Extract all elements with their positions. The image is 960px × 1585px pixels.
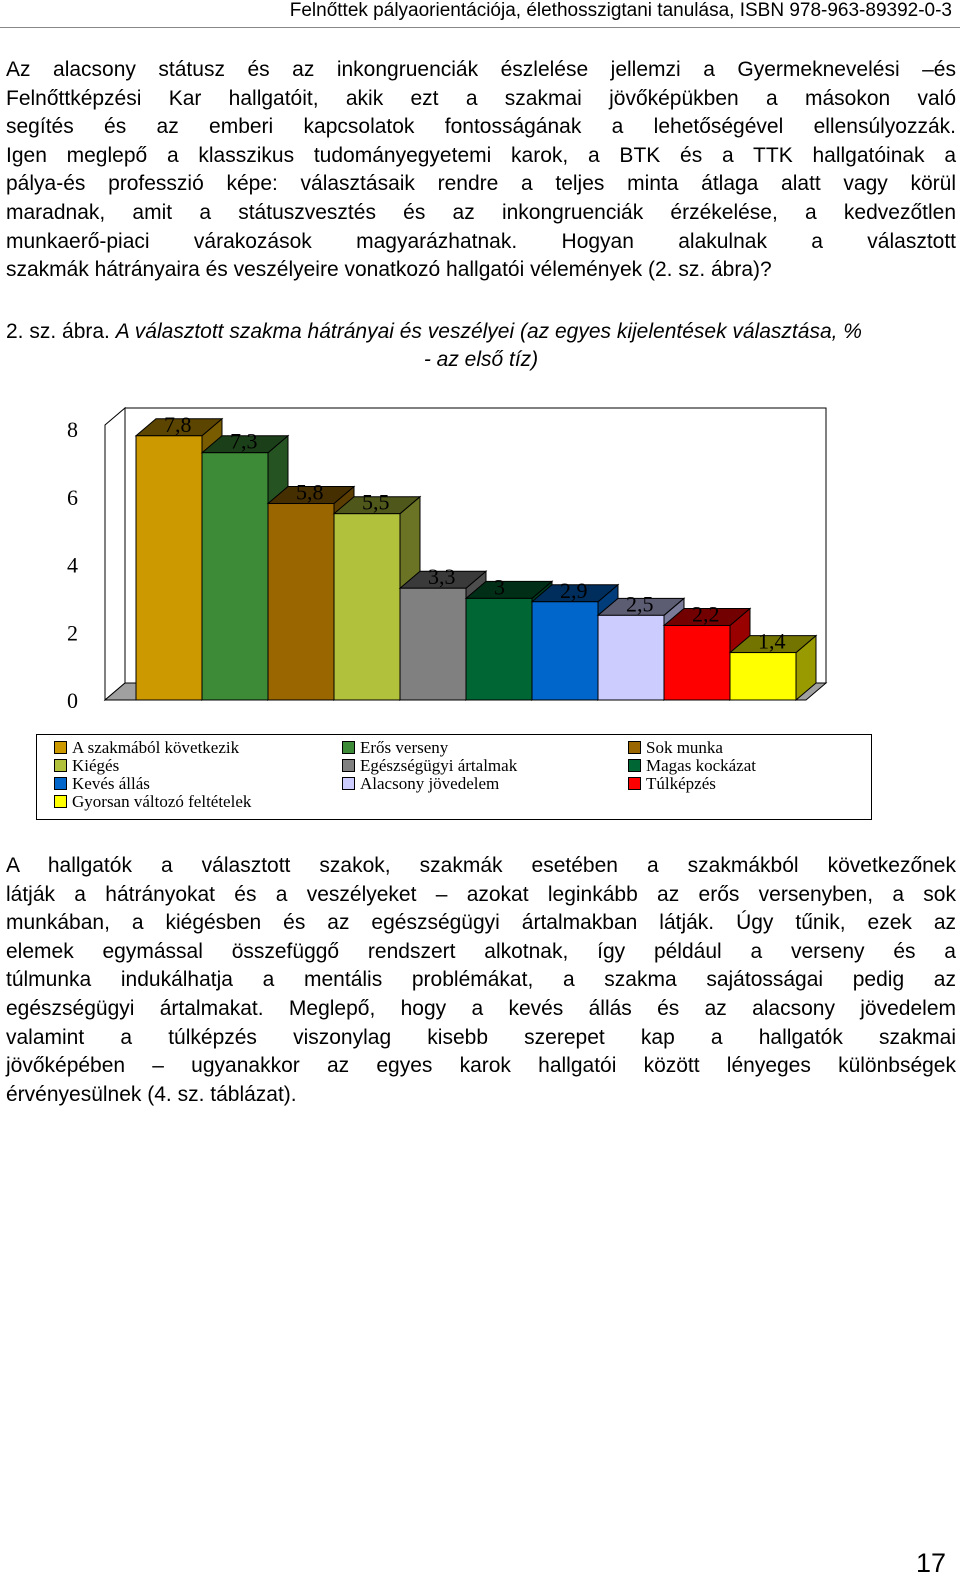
legend-item [628,775,716,793]
legend-swatch [628,741,641,754]
legend-swatch [342,759,355,772]
paragraph2-line: egészségügyi ártalmakat. Meglepő, hogy a kevés állás és az alacsony jövedelem [6,996,956,1020]
paragraph2-line: A hallgatók a választott szakok, szakmák esetében a szakmákból következőnek [6,854,956,877]
bar-value-label: 2,2 [692,601,720,627]
paragraph2-line: jövőképében – ugyanakkor az egyes karok hallgatói között lényeges különbségek [6,1054,956,1078]
legend-label: Túlképzés [646,774,716,793]
caption-title-line-1: A választott szakma hátrányai és veszélyei (az egyes kijelentések választása, % [115,320,862,343]
paragraph1-line: pálya-és professzió képe: választásaik rendre a teljes minta átlaga alatt vagy körül [6,172,956,196]
bar [664,625,730,700]
paragraph1-line: Az alacsony státusz és az inkongruenciák észlelése jellemzi a Gyermeknevelési –és [6,58,956,81]
paragraph1-line: maradnak, amit a státuszvesztés és az inkongruenciák érzékelése, a kedvezőtlen [6,200,956,224]
caption-prefix: 2. sz. ábra. [6,320,110,343]
legend-swatch [54,795,67,808]
bar-value-label: 5,5 [362,489,390,515]
legend-item [342,757,517,775]
bar-value-label: 3,3 [428,564,456,590]
page-header: Felnőttek pályaorientációja, élethosszigtani tanulása, ISBN 978-963-89392-0-3 [289,0,952,21]
legend-label: Kiégés [72,756,120,775]
legend-label: Magas kockázat [646,756,756,775]
y-tick-label: 8 [67,417,78,442]
legend-item [54,793,251,811]
legend-swatch [54,759,67,772]
y-tick-label: 6 [67,484,78,510]
legend-label: Alacsony jövedelem [360,774,500,793]
legend-label: Erős verseny [360,738,449,757]
legend-item [54,757,119,775]
paragraph-1 [6,56,956,285]
paragraph2-line: érvényesülnek (4. sz. táblázat). [6,1082,297,1106]
bar [334,514,400,700]
bar-value-label: 3 [494,574,505,600]
figure-caption [6,318,956,374]
legend-label: Sok munka [646,738,723,757]
paragraph1-line: munkaerő-piaci várakozások magyarázhatnak. Hogyan alakulnak a választott [6,229,956,253]
paragraph2-line: elemek egymással összefüggő rendszert alkotnak, így például a verseny és a [6,939,956,963]
y-tick-label: 2 [67,620,78,646]
legend-label: Kevés állás [72,774,150,793]
legend-item [54,739,239,757]
legend-item [628,757,756,775]
legend-item [342,739,448,757]
paragraph2-line: valamint a túlképzés viszonylag kisebb szerepet kap a hallgatók szakmai [6,1025,956,1049]
paragraph1-line: segítés és az emberi kapcsolatok fontosságának a lehetőségével ellensúlyozzák. [6,115,956,139]
bar [400,588,466,700]
bar [268,504,334,700]
paragraph1-line: Igen meglepő a klasszikus tudományegyetemi karok, a BTK és a TTK hallgatóinak a [6,143,956,167]
header-rule [0,27,960,28]
bar-value-label: 5,8 [296,479,324,505]
chart-legend [36,734,872,820]
legend-item [54,775,150,793]
legend-swatch [628,759,641,772]
legend-item [628,739,723,757]
paragraph-2 [6,852,956,1109]
paragraph2-line: látják a hátrányokat és a veszélyeket – azokat leginkább az erős versenyben, a sok [6,882,956,906]
bar [202,453,268,700]
bar [532,602,598,700]
bar-value-label: 2,9 [560,577,588,603]
bar-value-label: 1,4 [758,628,786,654]
y-tick-label: 0 [67,688,78,713]
bar-value-label: 2,5 [626,591,654,617]
legend-item [342,775,499,793]
y-tick-label: 4 [67,552,78,578]
bar-value-label: 7,3 [230,428,258,454]
legend-swatch [54,741,67,754]
legend-label: Egészségügyi ártalmak [360,756,518,775]
legend-swatch [342,741,355,754]
legend-label: A szakmából következik [72,738,240,757]
bar-chart [0,405,960,725]
caption-row-1 [6,318,956,346]
legend-label: Gyorsan változó feltételek [72,792,252,811]
bar-value-label: 7,8 [164,411,192,437]
bar [466,598,532,700]
legend-swatch [54,777,67,790]
paragraph1-line: szakmák hátrányaira és veszélyeire vonatkozó hallgatói vélemények (2. sz. ábra)? [6,258,772,282]
page-number: 17 [915,1548,946,1578]
bar [598,615,664,700]
caption-title-line-2: - az első tíz) [423,348,539,371]
legend-swatch [342,777,355,790]
chart-side-wall [105,408,125,700]
legend-swatch [628,777,641,790]
paragraph2-line: túlmunka indukálhatja a mentális problémákat, a szakma sajátosságai pedig az [6,968,956,992]
paragraph1-line: Felnőttképzési Kar hallgatóit, akik ezt a szakmai jövőképükben a másokon való [6,86,956,110]
bar [136,436,202,700]
paragraph2-line: munkában, a kiégésben és az egészségügyi ártalmakban látják. Úgy tűnik, ezek az [6,911,956,935]
bar [730,653,796,700]
